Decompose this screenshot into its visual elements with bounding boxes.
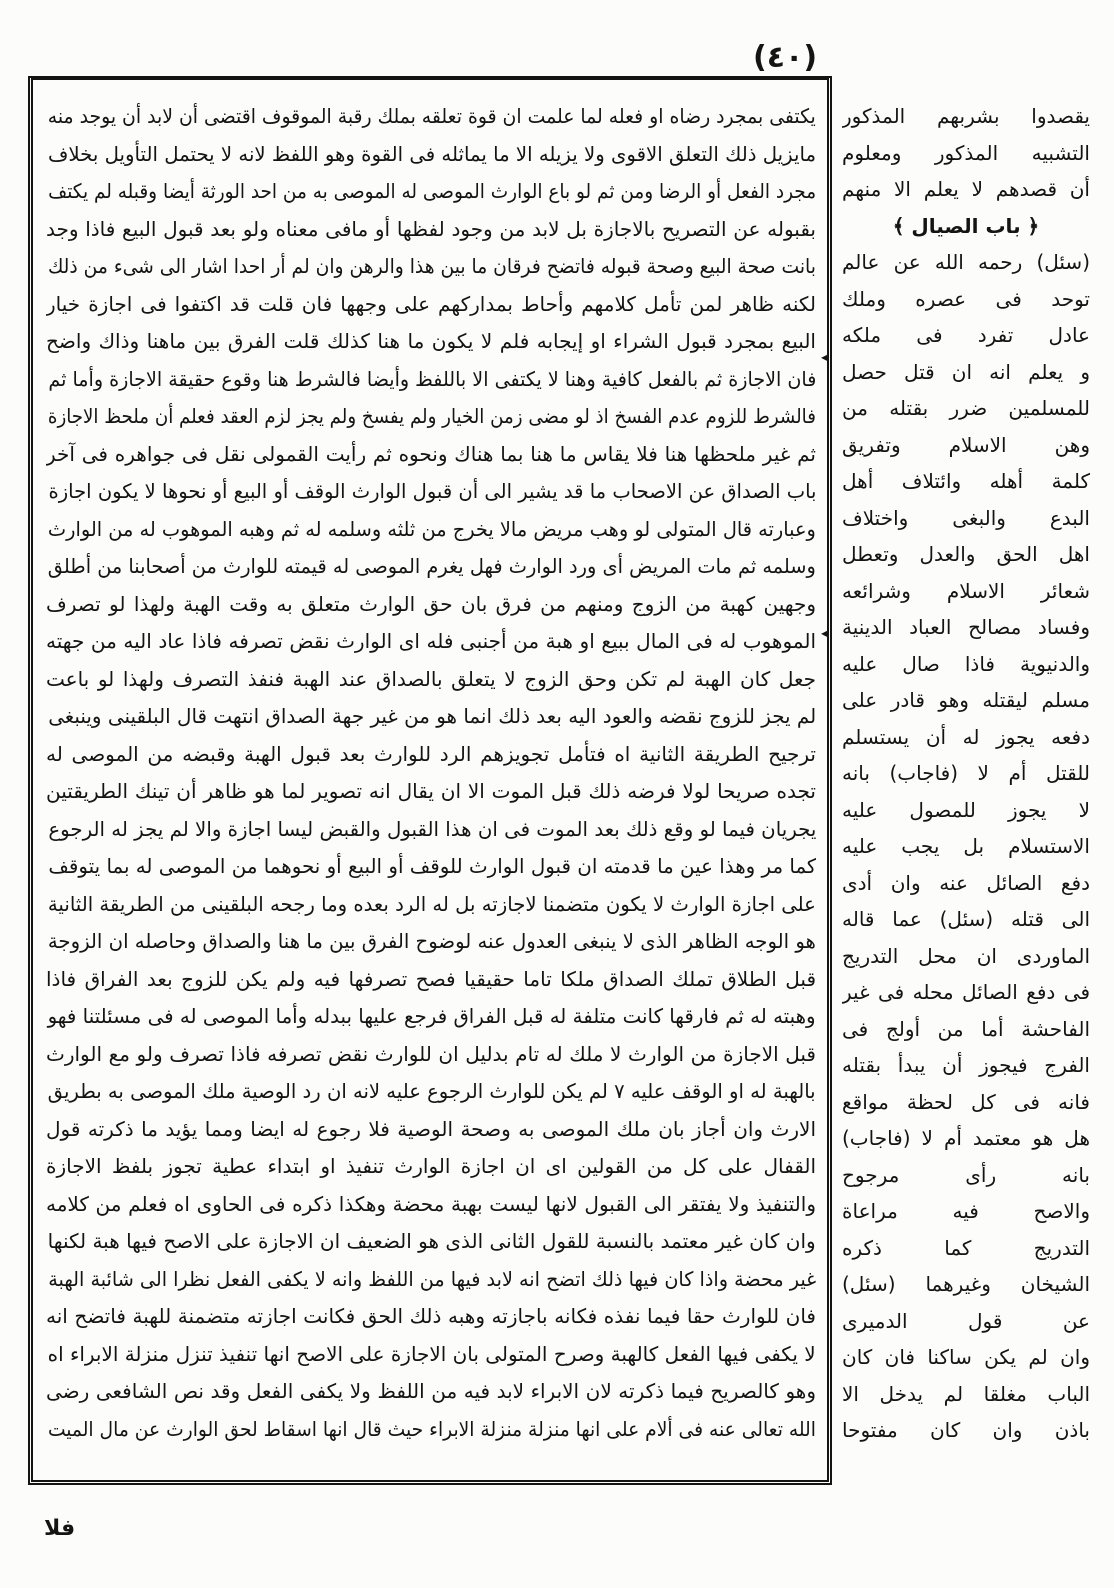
main-line	[46, 248, 816, 286]
margin-line	[842, 938, 1090, 975]
main-line-text: باب الصداق عن الاصحاب ما قد يشير الى أن قبول الوارث الوقف أو البيع أو نحوها لا يكون اجازة	[48, 479, 816, 503]
margin-line-text: الفرج فيجوز أن يبدأ بقتله	[842, 1053, 1090, 1077]
margin-line-text: الماوردى ان محل التدريج	[842, 943, 1090, 968]
main-line	[46, 848, 816, 886]
margin-line-text: للقتل أم لا (فاجاب) بانه	[842, 761, 1090, 785]
frame-ornament: ◂	[820, 626, 828, 640]
main-line-text: بانت صحة البيع وصحة قبوله فاتضح فرقان ما بين هذا والرهن وان لم أر احدا اشار الى شىء من ذلك	[48, 254, 816, 278]
margin-line-text: و يعلم انه ان قتل حصل	[842, 359, 1090, 384]
margin-line-text: الشيخان وغيرهما (سئل)	[842, 1272, 1090, 1296]
main-line-text: بقبوله عن التصريح بالاجازة بل لابد من وجود لفظها أو مافى معناه ولو بعد قبول البيع فاذا وجد	[46, 216, 816, 241]
margin-line	[842, 719, 1090, 756]
main-line-text: مايزيل ذلك التعلق الاقوى ولا يزيله الا ما يماثله فى القوة وهو اللفظ لانه لا يحتمل التأويل بخلاف	[48, 141, 816, 166]
main-line-text: وان كان غير معتمد بالنسبة للقول الثانى الذى هو الضعيف ان الاجازة على الاصح فيها هبة لكنها	[48, 1229, 816, 1253]
margin-line-text: لا يجوز للمصول عليه	[842, 797, 1090, 822]
main-line-text: وهو كالصريح فيما ذكرته لان الابراء لابد فيه من اللفظ ولا يكفى الفعل وقد نص الشافعى رضى	[46, 1379, 816, 1403]
margin-line-text: وهن الاسلام وتفريق	[842, 432, 1090, 457]
main-line	[46, 1298, 816, 1336]
margin-line	[842, 317, 1090, 354]
margin-line-text: للمسلمين ضرر بقتله من	[842, 396, 1090, 420]
main-line	[46, 923, 816, 961]
main-line	[46, 698, 816, 736]
margin-line	[842, 1193, 1090, 1230]
main-line-text: قبل الطلاق تملك الصداق ملكا تاما حقيقيا فصح تصرفها فيه ولم يكن للزوج بعد الفراق فاذا	[46, 966, 816, 991]
margin-line-text: يقصدوا بشربهم المذكور	[842, 104, 1090, 128]
main-line-text: غير محضة واذا كان فيها ذلك اتضح انه لابد فيها من اللفظ وانه لا يكفى الفعل نظرا الى شائبة الهبة	[48, 1266, 816, 1291]
margin-line-text: فى دفع الصائل محله فى غير	[842, 980, 1090, 1004]
main-line	[46, 1186, 816, 1224]
margin-line	[842, 1303, 1090, 1340]
main-line	[46, 511, 816, 549]
margin-line	[842, 1230, 1090, 1267]
margin-line	[842, 244, 1090, 281]
margin-line	[842, 828, 1090, 865]
margin-line-text: فانه فى كل لحظة مواقع	[842, 1089, 1090, 1114]
main-line-text: وعبارته قال المتولى لو وهب مريض مالا يخرج من ثلثه وسلمه له ثم وهبه الموهوب له من الوارث	[48, 516, 816, 541]
margin-line	[842, 135, 1090, 172]
main-line-text: كما مر وهذا عين ما قدمته ان قبول الوارث للوقف أو البيع أو نحوهما من الموصى له بما يتوقف	[48, 854, 816, 878]
main-line-text: فان الاجازة ثم بالفعل كافية وهنا لا يكتفى الا باللفظ وأيضا فالشرط هنا وقوع حقيقة الاجازة وأما ثم	[48, 366, 816, 391]
main-line-text: الموهوب له فى المال ببيع او هبة من أجنبى فله اى الوارث نقض تصرفه فاذا عاد اليه من جهته	[46, 629, 816, 653]
section-heading	[842, 208, 1090, 245]
main-line-text: ثم غير ملحظها هنا فلا يقاس ما هنا بما هناك ونحوه ثم رأيت القمولى نقل فى جواهره فى آخر	[46, 441, 816, 466]
margin-line	[842, 427, 1090, 464]
margin-line	[842, 865, 1090, 902]
catchword: فلا	[44, 1516, 76, 1541]
main-line	[46, 361, 816, 399]
margin-line	[842, 171, 1090, 208]
margin-line-text: توحد فى عصره وملك	[842, 286, 1090, 311]
main-line	[46, 436, 816, 474]
main-line-text: لم يجز للزوج نقضه والعود اليه بعد ذلك انما هو من غير جهة الصداق انتهت قال البلقينى وينبغى	[48, 704, 816, 728]
main-line-text: وهبته له ثم فارقها كانت متلفة له قبل الفراق فرجع عليها ببدله وأما الموصى له فى مسئلتنا فهو	[48, 1004, 816, 1028]
margin-line-text: دفعه يجوز له أن يستسلم	[842, 724, 1090, 749]
margin-line-text: الاستسلام بل يجب عليه	[842, 834, 1090, 858]
main-line-text: جعل كان الهبة لم تكن وحق الزوج لا يتعلق بالصداق عند الهبة فنفذ التصرف ولهذا لو باعت	[46, 666, 816, 691]
margin-text-column	[842, 98, 1090, 1449]
margin-line-text: باذن وان كان مفتوحا	[842, 1418, 1090, 1442]
margin-line-text: دفع الصائل عنه وان أدى	[842, 870, 1090, 895]
margin-line-text: البدع والبغى واختلاف	[842, 505, 1090, 530]
main-line-text: القفال على كل من القولين اى ان اجازة الوارث تنفيذ او ابتداء عطية تجوز بلفظ الاجازة	[46, 1154, 816, 1178]
margin-line	[842, 974, 1090, 1011]
margin-line	[842, 281, 1090, 318]
main-line-text: وسلمه ثم مات المريض أى ورد الوارث فهل يغرم الموصى له قيمته للوارث من أصحابنا من أطلق	[48, 554, 816, 578]
main-line-text: والتنفيذ ولا يفتقر الى القبول لانها ليست بهبة محضة وهكذا ذكره فى الحاوى اه فعلم من كلامه	[46, 1191, 816, 1216]
margin-line	[842, 1084, 1090, 1121]
margin-line-text: هل هو معتمد أم لا (فاجاب)	[842, 1126, 1090, 1150]
main-line	[46, 773, 816, 811]
margin-line	[842, 755, 1090, 792]
main-line	[46, 1373, 816, 1411]
margin-line-text: (سئل) رحمه الله عن عالم	[842, 250, 1090, 274]
margin-line	[842, 463, 1090, 500]
margin-line-text: الى قتله (سئل) عما قاله	[842, 907, 1090, 931]
main-line	[46, 1148, 816, 1186]
margin-line-text: مسلم ليقتله وهو قادر على	[842, 688, 1090, 712]
main-line-text: وجهين كهبة من الزوج ومنهم من فرق بان حق الوارث متعلق به وقت الهبة ولهذا لو تصرف	[46, 591, 816, 616]
main-line	[46, 173, 816, 211]
main-line	[46, 98, 816, 136]
main-line	[46, 998, 816, 1036]
main-line	[46, 811, 816, 849]
main-line-text: البيع بمجرد قبول الشراء او إيجابه فلم لا يكون ما هنا كذلك قلت الفرق بين ماهنا وذاك واضح	[46, 329, 816, 353]
margin-line-text: الفاحشة أما من أولج فى	[842, 1016, 1090, 1041]
main-line	[46, 586, 816, 624]
main-line-text: هو الوجه الظاهر الذى لا ينبغى العدول عنه لوضوح الفرق بين ما هنا والصداق وحاصله ان الزوجة	[48, 929, 816, 953]
margin-line-text: اهل الحق والعدل وتعطل	[842, 542, 1090, 566]
section-heading-text: ﴿ باب الصيال ﴾	[892, 213, 1040, 238]
margin-line-text: الباب مغلقا لم يدخل الا	[842, 1381, 1090, 1406]
margin-line-text: عن قول الدميرى	[842, 1308, 1090, 1333]
main-line-text: فان للوارث حقا فيما نفذه فكانه باجازته وهبه ذلك الحق فكانت اجازته متضمنة للهبة فاتضح انه	[46, 1304, 816, 1328]
main-line	[46, 623, 816, 661]
page-number: (٤٠)	[752, 40, 818, 75]
main-line-text: الارث وان أجاز بان ملك الموصى به وصحة الوصية فلا رجوع له ايضا ومما يؤيد ما ذكرته قول	[46, 1116, 816, 1141]
margin-line-text: كلمة أهله وائتلاف أهل	[842, 469, 1090, 493]
main-line	[46, 1261, 816, 1299]
margin-line	[842, 573, 1090, 610]
main-line	[46, 886, 816, 924]
margin-line-text: بانه رأى مرجوح	[842, 1162, 1090, 1187]
margin-line	[842, 98, 1090, 135]
main-text-column	[46, 98, 816, 1448]
main-line	[46, 1036, 816, 1074]
margin-line	[842, 1157, 1090, 1194]
main-line	[46, 323, 816, 361]
main-line	[46, 661, 816, 699]
main-line-text: لكنه ظاهر لمن تأمل كلامهم وأحاط بمداركهم على وجهها فان قلت قد اكتفوا فى اجازة خيار	[46, 291, 816, 316]
main-line-text: مجرد الفعل أو الرضا ومن ثم لو باع الوارث الموصى له الموصى به من احد الورثة أيضا وقبله لم يكتف	[48, 179, 816, 203]
margin-line	[842, 354, 1090, 391]
margin-line	[842, 609, 1090, 646]
main-line	[46, 736, 816, 774]
main-line-text: لا يكفى فيها الفعل كالهبة وصرح المتولى بان الاجازة على الاصح انها تنفيذ تنزل منزلة الابراء اه	[48, 1341, 816, 1366]
margin-line	[842, 682, 1090, 719]
margin-line	[842, 1047, 1090, 1084]
margin-line-text: وان لم يكن ساكنا فان كان	[842, 1345, 1090, 1369]
margin-line-text: شعائر الاسلام وشرائعه	[842, 578, 1090, 603]
main-line	[46, 136, 816, 174]
main-line	[46, 1411, 816, 1449]
margin-line	[842, 500, 1090, 537]
margin-line-text: التدريج كما ذكره	[842, 1235, 1090, 1260]
margin-line	[842, 390, 1090, 427]
margin-line	[842, 646, 1090, 683]
margin-line	[842, 1011, 1090, 1048]
main-line	[46, 548, 816, 586]
main-line	[46, 473, 816, 511]
main-line-text: بالهبة له او الوقف عليه ٧ لم يكن للوارث الرجوع عليه لانه ان رد الوصية ملك الموصى به بطريق	[48, 1079, 816, 1103]
margin-line-text: والاصح فيه مراعاة	[842, 1199, 1090, 1223]
margin-line-text: والدنيوية فاذا صال عليه	[842, 651, 1090, 676]
margin-line	[842, 792, 1090, 829]
margin-line	[842, 1412, 1090, 1449]
main-line-text: قبل الاجازة من الوارث لا ملك له تام بدليل ان للوارث نقض تصرفه فاذا تصرف ولو مع الوارث	[46, 1041, 816, 1066]
margin-line-text: التشبيه المذكور ومعلوم	[842, 140, 1090, 165]
margin-line	[842, 901, 1090, 938]
margin-line	[842, 1339, 1090, 1376]
main-line-text: يجريان فيما لو وقع ذلك بعد الموت فى ان هذا القبول والقبض ليسا اجازة والا لم يجز له الرجوع	[48, 816, 816, 841]
margin-line	[842, 1120, 1090, 1157]
main-line	[46, 1111, 816, 1149]
margin-line-text: أن قصدهم لا يعلم الا منهم	[842, 177, 1090, 201]
main-line	[46, 211, 816, 249]
main-line	[46, 286, 816, 324]
main-line-text: على اجازة الوارث لا يكون متضمنا لاجازته بل له الرد بعده وما رجحه البلقينى من الطريقة الثانية	[48, 891, 816, 916]
main-line-text: فالشرط للزوم عدم الفسخ اذ لو مضى زمن الخيار ولم يفسخ ولم يجز لزم العقد فعلم أن ملحظ الاجازة	[48, 404, 816, 428]
frame-ornament: ◂	[820, 350, 828, 364]
margin-line	[842, 536, 1090, 573]
main-line-text: يكتفى بمجرد رضاه او فعله لما علمت ان قوة تعلقه بملك رقبة الموقوف اقتضى أن لابد أن يوجد منه	[48, 104, 816, 128]
main-line	[46, 961, 816, 999]
main-line-text: ترجيح الطريقة الثانية اه فتأمل تجويزهم الرد للوارث بعد قبول الهبة وقبضه من الموصى له	[46, 741, 816, 766]
main-line-text: تجده صريحا لولا فرضه ذلك قبل الموت الا ان يقال انه تصوير لما هو ظاهر أن تينك الطريقتين	[46, 779, 816, 803]
main-line	[46, 1073, 816, 1111]
margin-line-text: وفساد مصالح العباد الدينية	[842, 615, 1090, 639]
margin-line-text: عادل تفرد فى ملكه	[842, 323, 1090, 347]
margin-line	[842, 1266, 1090, 1303]
main-line	[46, 1223, 816, 1261]
margin-line	[842, 1376, 1090, 1413]
main-line	[46, 398, 816, 436]
main-line	[46, 1336, 816, 1374]
main-line-text: الله تعالى عنه فى ألام على انها منزلة منزلة الابراء حيث قال انها اسقاط لحق الوارث عن مال الميت	[48, 1416, 816, 1441]
